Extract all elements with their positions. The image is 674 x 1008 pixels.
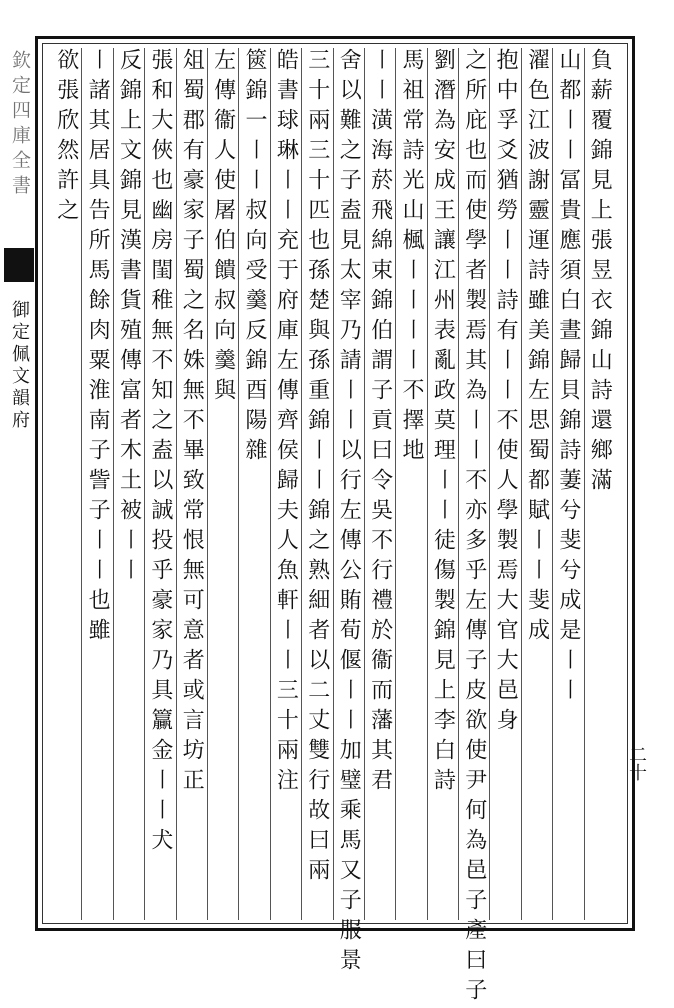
text-column: 〡諸其居具告所馬餘肉粟淮南子訾子〡〡也雖 <box>85 48 111 648</box>
text-column: 張和大俠也幽房閨稚無不知之盍以誠投乎豪家乃具籯金〡〡犬 <box>147 48 173 858</box>
text-column: 山都〡〡冨貴應須白晝歸貝錦詩萋兮斐兮成是〡〡 <box>555 48 581 708</box>
text-column: 篋錦一〡〡叔向受羹反錦酉陽雜 <box>242 48 268 468</box>
text-column: 左傳衞人使屠伯饋叔向羹與 <box>210 48 236 408</box>
column-rule <box>584 48 585 920</box>
column-rule <box>81 48 82 920</box>
text-column: 之所庇也而使學者製焉其為〡〡不亦多乎左傳子皮欲使尹何為邑子產曰子 <box>461 48 487 1008</box>
column-rule <box>301 48 302 920</box>
column-rule <box>333 48 334 920</box>
text-column: 馬祖常詩光山楓〡〡〡〡不擇地 <box>398 48 424 468</box>
column-rule <box>552 48 553 920</box>
column-rule <box>207 48 208 920</box>
text-column: 皓書球琳〡〡充于府庫左傳齊侯歸夫人魚軒〡〡三十兩注 <box>273 48 299 798</box>
column-rule <box>395 48 396 920</box>
text-column: 三十兩三十匹也孫楚與孫重錦〡〡錦之熟細者以二丈雙行故曰兩 <box>304 48 330 888</box>
column-rule <box>144 48 145 920</box>
column-rule <box>176 48 177 920</box>
margin-cut-text: 欽定四庫全書 <box>9 50 31 200</box>
column-rule <box>238 48 239 920</box>
text-column: 俎蜀郡有豪家子蜀之名姝無不畢致常恨無可意者或言坊正 <box>179 48 205 798</box>
fish-tail-mark <box>4 248 34 282</box>
text-column: 欲張欣然許之 <box>53 48 79 228</box>
column-rule <box>521 48 522 920</box>
text-column: 劉潛為安成王讓江州表亂政莫理〡〡徒傷製錦見上李白詩 <box>430 48 456 798</box>
page-margin <box>4 40 34 920</box>
column-rule <box>113 48 114 920</box>
column-rule <box>364 48 365 920</box>
column-rule <box>270 48 271 920</box>
text-column: 〡〡潢海菸飛綿束錦伯謂子貢曰令吳不行禮於衞而藩其君 <box>367 48 393 798</box>
page-number: 二十 <box>626 745 647 781</box>
text-column: 抱中孚爻猶勞〡〡詩有〡〡不使人學製焉大官大邑身 <box>493 48 519 738</box>
column-rule <box>427 48 428 920</box>
column-rule <box>458 48 459 920</box>
text-column: 反錦上文錦見漢書貨殖傳富者木土被〡〡 <box>116 48 142 588</box>
book-title: 御定佩文韻府 <box>9 300 30 432</box>
text-column: 濯色江波謝靈運詩雖美錦左思蜀都賦〡〡斐成 <box>524 48 550 648</box>
column-rule <box>489 48 490 920</box>
text-column: 負薪覆錦見上張昱衣錦山詩還鄉滿 <box>587 48 613 498</box>
text-column: 舍以難之子盍見太宰乃請〡〡以行左傳公賄荀偃〡〡加璧乘馬又子服景 <box>336 48 362 978</box>
